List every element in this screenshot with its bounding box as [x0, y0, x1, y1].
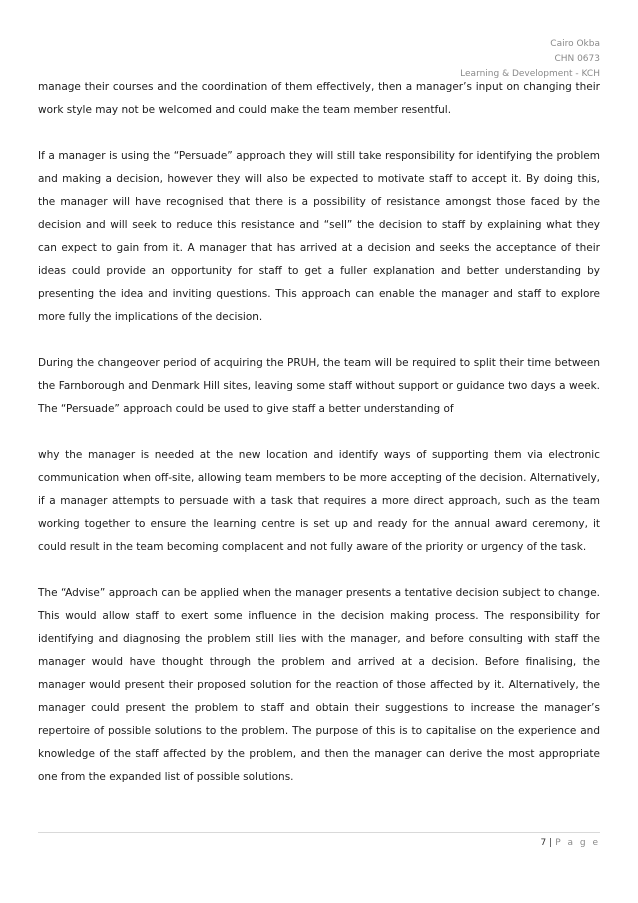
paragraph: why the manager is needed at the new location and identify ways of supporting them via electronic communication when off-site, allowing team members to be more accepting of the decision. Alternatively, if a manager attempts to persuade with a task that requires a more direct approach, such as the team working together to ensure the learning centre is set up and ready for the annual award ceremony, it could result in the team becoming complacent and not fully aware of the priority or urgency of the task.: [38, 449, 600, 553]
footer-divider: [38, 832, 600, 833]
header-author: Cairo Okba: [550, 39, 600, 49]
paragraph: manage their courses and the coordination of them effectively, then a manager’s input on changing their work style may not be welcomed and could make the team member resentful.: [38, 81, 600, 116]
paragraph: If a manager is using the “Persuade” approach they will still take responsibility for identifying the problem and making a decision, however they will also be expected to motivate staff to accept it. By doing this, the manager will have recognised that there is a possibility of resistance amongst those faced by the decision and will seek to reduce this resistance and “sell” the decision to staff by explaining what they can expect to gain from it. A manager that has arrived at a decision and seeks the acceptance of their ideas could provide an opportunity for staff to get a fuller explanation and better understanding by presenting the idea and inviting questions. This approach can enable the manager and staff to explore more fully the implications of the decision.: [38, 150, 600, 323]
header-code: CHN 0673: [554, 54, 600, 64]
paragraph: The “Advise” approach can be applied when the manager presents a tentative decision subject to change. This would allow staff to exert some influence in the decision making process. The responsibility for identifying and diagnosing the problem still lies with the manager, and before consulting with staff the manager would have thought through the problem and arrived at a decision. Before finalising, the manager would present their proposed solution for the reaction of those affected by it. Alternatively, the manager could present the problem to staff and obtain their suggestions to increase the manager’s repertoire of possible solutions to the problem. The purpose of this is to capitalise on the experience and knowledge of the staff affected by the problem, and then the manager can derive the most appropriate one from the expanded list of possible solutions.: [38, 587, 600, 783]
page-number: 7: [540, 838, 547, 848]
page-footer: [540, 838, 600, 848]
page-label: P a g e: [555, 838, 600, 848]
footer-separator: |: [549, 838, 553, 848]
document-body: [38, 76, 600, 812]
header-department: Learning & Development - KCH: [460, 69, 600, 79]
paragraph: During the changeover period of acquiring the PRUH, the team will be required to split their time between the Farnborough and Denmark Hill sites, leaving some staff without support or guidance two days a week. The “Persuade” approach could be used to give staff a better understanding of: [38, 357, 600, 415]
